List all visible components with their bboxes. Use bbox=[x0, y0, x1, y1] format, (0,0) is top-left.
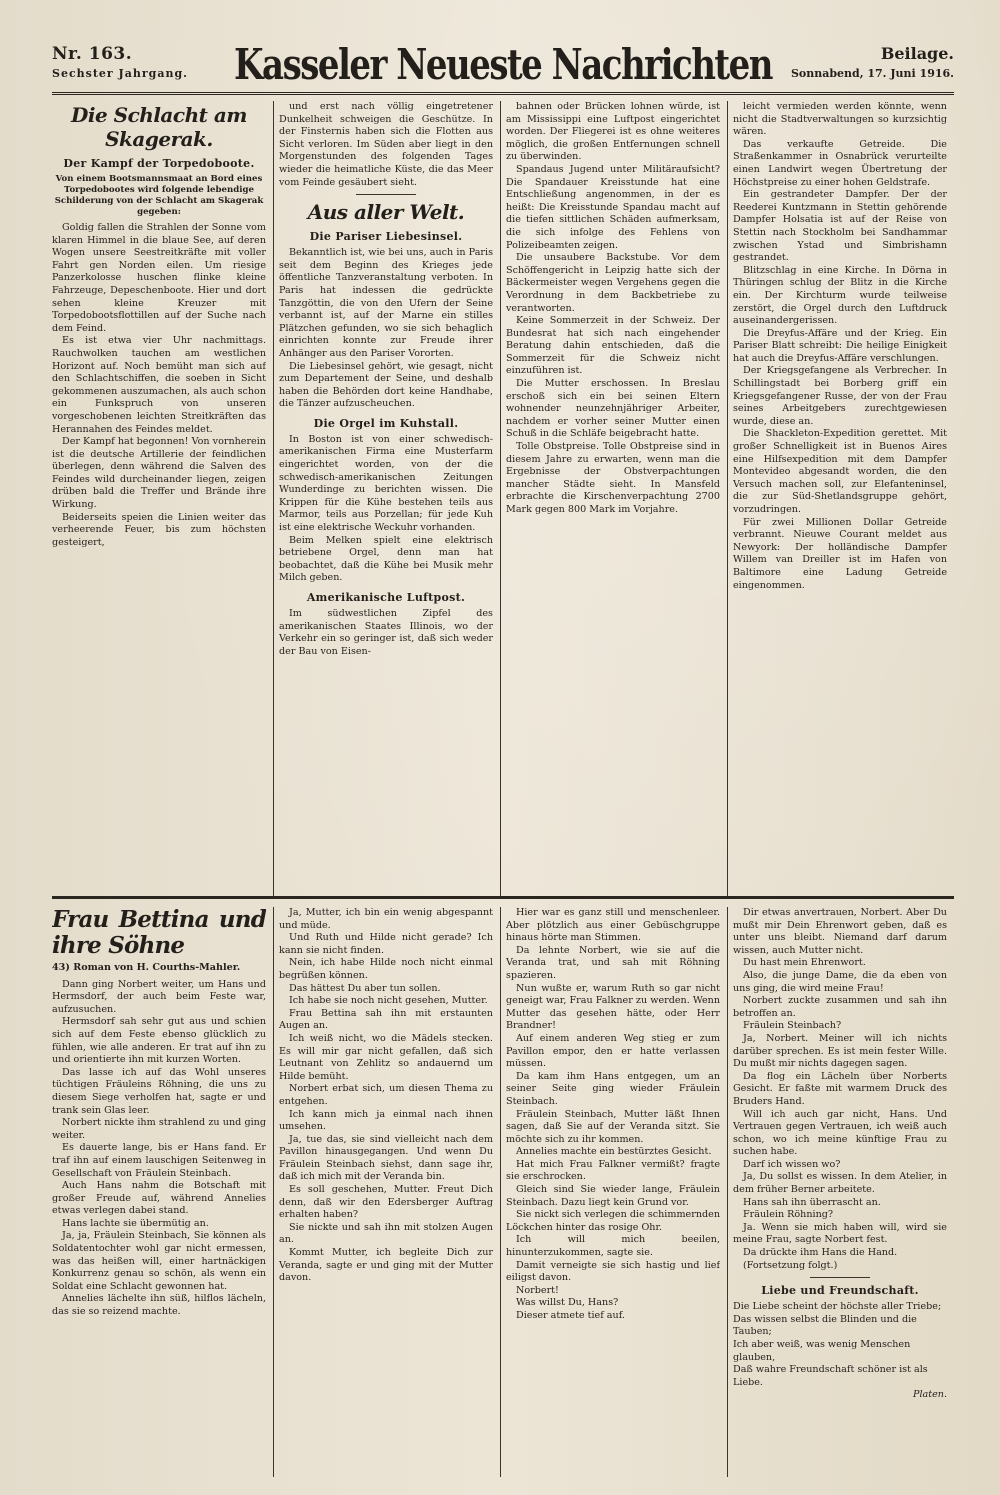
paragraph: Ein gestrandeter Dampfer. Der der Reederei Kuntzmann in Stettin gehörende Dampfer Holsatia ist auf der Reise von Stettin nach Stockholm bei Sandhammar zwischen Ystad und Simbrishamn gestrandet. bbox=[733, 189, 947, 264]
paragraph: Hat mich Frau Falkner vermißt? fragte sie erschrocken. bbox=[506, 1158, 720, 1183]
paragraph: Das verkaufte Getreide. Die Straßenkammer in Osnabrück verurteilte einen Landwirt wegen Übertretung der Höchstpreise zu einer hohen Geldstrafe. bbox=[733, 138, 947, 188]
newspaper-title: Kasseler Neueste Nachrichten bbox=[233, 40, 772, 90]
column-divider bbox=[500, 101, 501, 896]
paragraph: Das hättest Du aber tun sollen. bbox=[289, 982, 441, 994]
column-divider bbox=[273, 101, 274, 896]
paragraph: Hans sah ihn überrascht an. bbox=[743, 1196, 881, 1208]
serial-body-4 bbox=[733, 907, 947, 1272]
paragraph: Ja, Du sollst es wissen. In dem Atelier, in dem früher Berner arbeitete. bbox=[733, 1171, 947, 1196]
paragraph: Sie nickt sich verlegen die schimmernden Löckchen hinter das rosige Ohr. bbox=[506, 1209, 720, 1233]
column-divider bbox=[727, 101, 728, 896]
liebesinsel-body bbox=[279, 247, 493, 411]
paragraph: Dieser atmete tief auf. bbox=[516, 1310, 625, 1321]
paragraph: Auf einem anderen Weg stieg er zum Pavillon empor, den er hatte verlassen müssen. bbox=[506, 1032, 720, 1070]
paragraph: Für zwei Millionen Dollar Getreide verbrannt. Nieuwe Courant meldet aus Newyork: Der holländische Dampfer Willem van Dreiller ist im Hafen von Baltimore eine Ladung Getreide eingenommen. bbox=[733, 516, 947, 591]
paragraph: Der Kriegsgefangene als Verbrecher. In Schillingstadt bei Borberg griff ein Kriegsgefangener Russe, der von der Frau seines Arbeitgebers zurechtgewiesen wurde, diese an. bbox=[733, 365, 947, 427]
article-title-skagerak: Die Schlacht am Skagerak. bbox=[71, 103, 247, 151]
paragraph: Die Liebe scheint der höchste aller Triebe; bbox=[733, 1301, 942, 1313]
paragraph: Norbert erbat sich, um diesen Thema zu entgehen. bbox=[279, 1083, 493, 1107]
paragraph: Beiderseits speien die Linien weiter das verheerende Feuer, bis zum höchsten gesteigert, bbox=[52, 511, 266, 548]
paragraph: Fräulein Steinbach? bbox=[743, 1020, 842, 1032]
volume-year: Sechster Jahrgang. bbox=[52, 67, 188, 80]
paragraph: Da drückte ihm Hans die Hand. bbox=[743, 1247, 898, 1259]
paragraph: Die Mutter erschossen. In Breslau erschoß sich ein bei seinen Eltern wohnender neunzehnjähriger Arbeiter, nachdem er vorher seiner Mutter einen Schuß in die Schläfe beigebracht hatte. bbox=[506, 378, 720, 440]
paragraph: Du hast mein Ehrenwort. bbox=[743, 957, 866, 969]
paragraph: Das wissen selbst die Blinden und die Tauben; bbox=[733, 1313, 917, 1338]
paragraph: Damit verneigte sie sich hastig und lief eiligst davon. bbox=[506, 1259, 720, 1284]
issue-number: Nr. 163. bbox=[52, 44, 133, 64]
luftpost-body: Im südwestlichen Zipfel des amerikanischen Staates Illinois, wo der Verkehr ein so geringer ist, daß sich weder der Bau von Eisen- bbox=[279, 608, 493, 657]
paragraph: Ja, Mutter, ich bin ein wenig abgespannt und müde. bbox=[279, 907, 493, 931]
paragraph: Norbert zuckte zusammen und sah ihn betroffen an. bbox=[733, 995, 947, 1019]
serial-title: Frau Bettina und ihre Söhne bbox=[52, 907, 266, 959]
article-subtitle-skagerak: Der Kampf der Torpedoboote. bbox=[63, 157, 255, 170]
serial-meta bbox=[52, 962, 266, 975]
section-title-aus-aller-welt: Aus aller Welt. bbox=[307, 200, 465, 225]
paragraph: Bekanntlich ist, wie bei uns, auch in Paris seit dem Beginn des Krieges jede öffentliche Tanzveranstaltung verboten. In Paris hat indessen die gedrückte Tanzgöttin, die von den Ufern der Seine verbannt ist, auf der Marne ein stilles Plätzchen gefunden, wo sie sich behaglich einrichten konnte zur Freude ihrer Anhänger aus den Pariser Vororten. bbox=[279, 247, 493, 359]
supplement-label: Beilage. bbox=[880, 44, 954, 63]
paragraph: Sie nickte und sah ihn mit stolzen Augen an. bbox=[279, 1221, 493, 1246]
serial-column-2 bbox=[279, 907, 493, 1477]
paragraph: Gleich sind Sie wieder lange, Fräulein Steinbach. Dazu liegt kein Grund vor. bbox=[506, 1184, 720, 1208]
paragraph: Will ich auch gar nicht, Hans. Und Vertrauen gegen Vertrauen, ich weiß auch schon, wo ich meine künftige Frau zu suchen habe. bbox=[733, 1108, 947, 1158]
paragraph: Da lehnte Norbert, wie sie auf die Veranda trat, und sah mit Röhning spazieren. bbox=[506, 944, 720, 981]
paragraph: Ich habe sie noch nicht gesehen, Mutter. bbox=[289, 995, 488, 1007]
paragraph: Es soll geschehen, Mutter. Freut Dich denn, daß wir den Edersberger Auftrag erhalten haben? bbox=[279, 1184, 493, 1221]
paragraph: Norbert! bbox=[516, 1284, 559, 1296]
paragraph: Da flog ein Lächeln über Norberts Gesicht. Er faßte mit warmem Druck des Bruders Hand. bbox=[733, 1070, 947, 1107]
paragraph: bahnen oder Brücken lohnen würde, ist am Mississippi eine Luftpost eingerichtet worden. Der Fliegerei ist es ohne weiteres möglich, die großen Entfernungen schnell zu überwinden. bbox=[506, 101, 720, 163]
article-title-orgel: Die Orgel im Kuhstall. bbox=[313, 416, 459, 430]
paragraph: Ja. Wenn sie mich haben will, wird sie meine Frau, sagte Norbert fest. bbox=[733, 1221, 947, 1246]
paragraph: Tolle Obstpreise. Tolle Obstpreise sind in diesem Jahre zu erwarten, wenn man die Ergebnisse der Obstverpachtungen mancher Städte sieht. In Mansfeld erbrachte die Kirschenverpachtung 2700 Mark gegen 800 Mark im Vorjahre. bbox=[506, 441, 720, 515]
paragraph: Kommt Mutter, ich begleite Dich zur Veranda, sagte er und ging mit der Mutter davon. bbox=[279, 1247, 493, 1284]
serial-column-4 bbox=[733, 907, 947, 1477]
column-divider bbox=[500, 907, 501, 1477]
orgel-body bbox=[279, 434, 493, 585]
paragraph: Fräulein Steinbach, Mutter läßt Ihnen sagen, daß Sie auf der Veranda sitzt. Sie möchte sich zu ihr kommen. bbox=[506, 1108, 720, 1145]
paragraph: Ich aber weiß, was wenig Menschen glauben, bbox=[733, 1339, 911, 1363]
skagerak-body bbox=[52, 222, 266, 549]
paragraph: Die Dreyfus-Affäre und der Krieg. Ein Pariser Blatt schreibt: Die heilige Einigkeit hat auch die Dreyfus-Affäre verschlungen. bbox=[733, 327, 947, 364]
article-title-luftpost: Amerikanische Luftpost. bbox=[306, 591, 466, 604]
paragraph: Da kam ihm Hans entgegen, um an seiner Seite ging wieder Fräulein Steinbach. bbox=[506, 1070, 720, 1107]
paragraph: Der Kampf hat begonnen! Von vornherein ist die deutsche Artillerie der feindlichen überlegen, denn während die Salven des Feindes wild durcheinander liegen, zeigen drüben bald die Treffer und Brände ihre Wirkung. bbox=[52, 436, 266, 511]
paragraph: Dir etwas anvertrauen, Norbert. Aber Du mußt mir Dein Ehrenwort geben, daß es unter uns bleibt. Niemand darf darum wissen, auch Mutter nicht. bbox=[733, 907, 947, 956]
paragraph: Das lasse ich auf das Wohl unseres tüchtigen Fräuleins Röhning, die uns zu diesem Siege verholfen hat, sagte er und trank sein Glas leer. bbox=[52, 1066, 266, 1116]
paragraph: Nun wußte er, warum Ruth so gar nicht geneigt war, Frau Falkner zu werden. Wenn Mutter das gesehen hätte, oder Herr Brandner! bbox=[506, 982, 720, 1032]
poem-title: Liebe und Freundschaft. bbox=[761, 1284, 919, 1298]
masthead bbox=[52, 40, 954, 95]
paragraph: In Boston ist von einer schwedisch-amerikanischen Firma eine Musterfarm eingerichtet worden, von der die schwedisch-amerikanischen Zeitungen Wunderdinge zu berichten wissen. Die Krippen für die Kühe bestehen teils aus Marmor, teils aus Porzellan; für jede Kuh ist eine elektrische Weckuhr vorhanden. bbox=[279, 433, 493, 534]
column-skagerak bbox=[52, 101, 266, 896]
paragraph: Dann ging Norbert weiter, um Hans und Hermsdorf, der auch beim Feste war, aufzusuchen. bbox=[52, 978, 266, 1015]
paragraph: Beim Melken spielt eine elektrisch betriebene Orgel, denn man hat beobachtet, daß die Kühe bei Musik mehr Milch geben. bbox=[279, 534, 493, 584]
separator bbox=[810, 1277, 870, 1278]
issue-date: Sonnabend, 17. Juni 1916. bbox=[790, 67, 954, 80]
paragraph: leicht vermieden werden könnte, wenn nicht die Stadtverwaltungen so kurzsichtig wären. bbox=[733, 101, 947, 138]
column-three bbox=[506, 101, 720, 896]
paragraph: Darf ich wissen wo? bbox=[743, 1158, 841, 1170]
paragraph: Die Liebesinsel gehört, wie gesagt, nicht zum Departement der Seine, und deshalb haben die Behörden dort keine Handhabe, die Tänzer aufzuscheuchen. bbox=[279, 360, 493, 410]
poem-body bbox=[733, 1301, 947, 1389]
masthead-right bbox=[791, 44, 954, 80]
skagerak-continuation: und erst nach völlig eingetretener Dunkelheit schweigen die Geschütze. In der Finsternis haben sich die Flotten aus Sicht verloren. Im Süden aber liegt in den Morgenstunden des folgenden Tages wieder die heimatliche Küste, die das Meer vom Feinde gesäubert sieht. bbox=[279, 101, 493, 188]
serial-body-3 bbox=[506, 907, 720, 1323]
paragraph: Es dauerte lange, bis er Hans fand. Er traf ihn auf einem lauschigen Seitenweg in Gesellschaft von Fräulein Steinbach. bbox=[52, 1142, 266, 1179]
paragraph: Und Ruth und Hilde nicht gerade? Ich kann sie nicht finden. bbox=[279, 932, 493, 956]
news-items-col3 bbox=[506, 101, 720, 517]
paragraph: Annelies machte ein bestürztes Gesicht. bbox=[516, 1146, 712, 1158]
paragraph: Die Shackleton-Expedition gerettet. Mit großer Schnelligkeit ist in Buenos Aires eine Hilfsexpedition mit dem Dampfer Montevideo abgesandt worden, die den Versuch machen soll, zur Elefanteninsel, die zur Süd-Shetlandsgruppe gehört, vorzudringen. bbox=[733, 428, 947, 515]
paragraph: Ja, tue das, sie sind vielleicht nach dem Pavillon hinausgegangen. Und wenn Du Fräulein Steinbach siehst, dann sage ihr, daß ich mich mit der Veranda bin. bbox=[279, 1133, 493, 1183]
paragraph: Spandaus Jugend unter Militäraufsicht? Die Spandauer Kreisstunde hat eine Entschließung angenommen, in der es heißt: Die Kreisstunde Spandau macht auf die tiefen sittlichen Schäden aufmerksam, die sich infolge des Fehlens von Polizeibeamten zeigen. bbox=[506, 163, 720, 251]
paragraph: Annelies lächelte ihn süß, hilflos lächeln, das sie so reizend machte. bbox=[52, 1293, 266, 1318]
serial-column-3 bbox=[506, 907, 720, 1477]
paragraph: Die unsaubere Backstube. Vor dem Schöffengericht in Leipzig hatte sich der Bäckermeister wegen Vergehens gegen die Verordnung in dem Backbetriebe zu verantworten. bbox=[506, 252, 720, 314]
serial-section bbox=[52, 896, 954, 1477]
paragraph: Ich kann mich ja einmal nach ihnen umsehen. bbox=[279, 1108, 493, 1133]
paragraph: Was willst Du, Hans? bbox=[516, 1297, 619, 1309]
separator bbox=[356, 194, 416, 195]
serial-body-1 bbox=[52, 979, 266, 1319]
article-title-liebesinsel: Die Pariser Liebesinsel. bbox=[309, 230, 463, 244]
column-four bbox=[733, 101, 947, 896]
serial-number: 43) bbox=[52, 962, 70, 973]
paragraph: Also, die junge Dame, die da eben von uns ging, die wird meine Frau! bbox=[733, 969, 947, 994]
paragraph: Auch Hans nahm die Botschaft mit großer Freude auf, während Annelies etwas verlegen dabei stand. bbox=[52, 1180, 266, 1217]
paragraph: Ich weiß nicht, wo die Mädels stecken. Es will mir gar nicht gefallen, daß sich Leutnant von Zehlitz so andauernd um Hilde bemüht. bbox=[279, 1032, 493, 1082]
upper-section bbox=[52, 101, 954, 896]
paragraph: Ja, ja, Fräulein Steinbach, Sie können als Soldatentochter wohl gar nicht ermessen, was das heißen will, einer hartnäckigen Konkurrenz genau so schön, als wenn ein Soldat eine Schlacht gewonnen hat. bbox=[52, 1230, 266, 1292]
paragraph: Blitzschlag in eine Kirche. In Dörna in Thüringen schlug der Blitz in die Kirche ein. Der Kirchturm wurde teilweise zerstört, die Orgel durch den Luftdruck auseinandergerissen. bbox=[733, 264, 947, 327]
column-two bbox=[279, 101, 493, 896]
paragraph: Nein, ich habe Hilde noch nicht einmal begrüßen können. bbox=[279, 957, 493, 981]
serial-author: Roman von H. Courths-Mahler. bbox=[73, 962, 241, 973]
serial-column-1 bbox=[52, 907, 266, 1477]
paragraph: Norbert nickte ihm strahlend zu und ging weiter. bbox=[52, 1117, 266, 1141]
article-intro-skagerak: Von einem Bootsmannsmaat an Bord eines Torpedobootes wird folgende lebendige Schilderung von der Schlacht am Skagerak gegeben: bbox=[54, 174, 264, 217]
paragraph: Goldig fallen die Strahlen der Sonne vom klaren Himmel in die blaue See, auf deren Wogen unsere Seestreitkräfte mit voller Fahrt gen Norden eilen. Um riesige Panzerkolosse huschen flinke kleine Fahrzeuge, Depeschenboote. Hier und dort sehen kleine Kreuzer mit Torpedobootsflottillen auf der Suche nach dem Feind. bbox=[52, 222, 266, 334]
paragraph: Ich will mich beeilen, hinunterzukommen, sagte sie. bbox=[506, 1234, 720, 1259]
paragraph: Ja, Norbert. Meiner will ich nichts darüber sprechen. Es ist mein fester Wille. Du mußt mir nichts dagegen sagen. bbox=[733, 1032, 947, 1070]
column-divider bbox=[727, 907, 728, 1477]
serial-body-2 bbox=[279, 907, 493, 1285]
paragraph: Fräulein Röhning? bbox=[743, 1209, 834, 1221]
news-items-col4 bbox=[733, 101, 947, 592]
paragraph: Hans lachte sie übermütig an. bbox=[62, 1217, 209, 1229]
paragraph: Daß wahre Freundschaft schöner ist als Liebe. bbox=[733, 1364, 928, 1388]
paragraph: Frau Bettina sah ihn mit erstaunten Augen an. bbox=[279, 1007, 493, 1032]
paragraph: Hermsdorf sah sehr gut aus und schien sich auf dem Feste ebenso glücklich zu fühlen, wie alle anderen. Er trat auf ihn zu und orientierte ihn mit kurzen Worten. bbox=[52, 1016, 266, 1066]
paragraph: Keine Sommerzeit in der Schweiz. Der Bundesrat hat sich nach eingehender Beratung dahin entschieden, daß die Sommerzeit für die Schweiz nicht einzuführen ist. bbox=[506, 315, 720, 377]
poem-author: Platen. bbox=[912, 1389, 947, 1401]
paragraph: Hier war es ganz still und menschenleer. Aber plötzlich aus einer Gebüschgruppe hinaus hörte man Stimmen. bbox=[506, 907, 720, 944]
paragraph: Es ist etwa vier Uhr nachmittags. Rauchwolken tauchen am westlichen Horizont auf. Noch bemüht man sich auf den Schlachtschiffen, die soeben in Sicht gekommenen auszumachen, als auch schon ein Funkspruch von unseren vorgeschobenen leichten Streitkräften das Herannahen des Feindes meldet. bbox=[52, 335, 266, 435]
column-divider bbox=[273, 907, 274, 1477]
paragraph: (Fortsetzung folgt.) bbox=[743, 1259, 838, 1271]
